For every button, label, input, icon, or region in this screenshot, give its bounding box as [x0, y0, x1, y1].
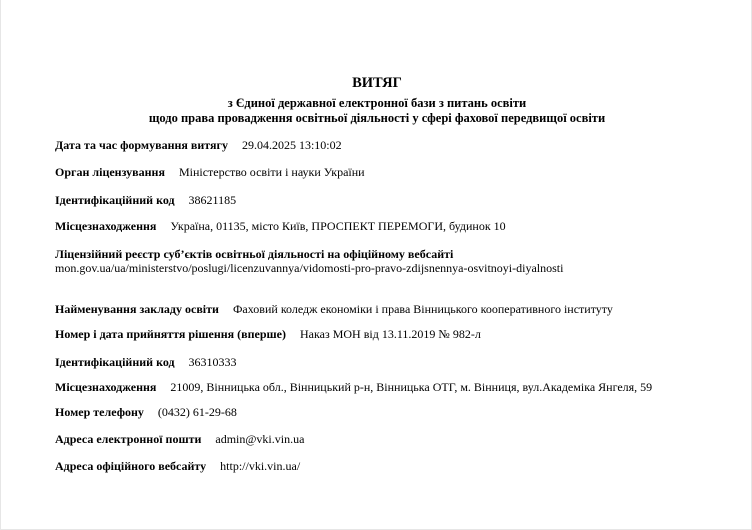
institution-name-row: [55, 302, 613, 316]
institution-location-row: [55, 380, 652, 394]
registry-label: Ліцензійний реєстр суб’єктів освітньої діяльності на офіційному вебсайті: [55, 247, 454, 261]
institution-email-label: Адреса електронної пошти: [55, 432, 202, 446]
institution-phone-label: Номер телефону: [55, 405, 144, 419]
extract-datetime-row: [55, 138, 342, 152]
institution-email-row: [55, 432, 304, 446]
institution-decision-row: [55, 327, 481, 341]
licensing-location-value: Україна, 01135, місто Київ, ПРОСПЕКТ ПЕРЕМОГИ, будинок 10: [170, 219, 506, 233]
institution-name-value: Фаховий коледж економіки і права Вінницького кооперативного інституту: [232, 302, 613, 316]
institution-website-value: http://vki.vin.ua/: [220, 459, 301, 473]
institution-location-label: Місцезнаходження: [55, 380, 157, 394]
licensing-id-label: Ідентифікаційний код: [55, 193, 175, 207]
institution-website-label: Адреса офіційного вебсайту: [55, 459, 207, 473]
licensing-organ-row: [55, 165, 365, 179]
extract-datetime-label: Дата та час формування витягу: [55, 138, 228, 152]
institution-id-value: 36310333: [188, 355, 237, 369]
institution-decision-label: Номер і дата прийняття рішення (вперше): [55, 327, 286, 341]
institution-id-label: Ідентифікаційний код: [55, 355, 175, 369]
licensing-organ-label: Орган ліцензування: [55, 165, 165, 179]
document-title: ВИТЯГ: [352, 75, 402, 91]
institution-name-label: Найменування закладу освіти: [55, 302, 219, 316]
institution-decision-value: Наказ МОН від 13.11.2019 № 982-л: [300, 327, 481, 341]
institution-website-row: [55, 459, 300, 473]
institution-location-value: 21009, Вінницька обл., Вінницький р-н, Вінницька ОТГ, м. Вінниця, вул.Академіка Янгеля, 59: [170, 380, 653, 394]
document-subtitle-line1: з Єдиної державної електронної бази з питань освіти: [227, 96, 527, 110]
licensing-id-value: 38621185: [188, 193, 237, 207]
licensing-location-label: Місцезнаходження: [55, 219, 157, 233]
institution-phone-value: (0432) 61-29-68: [157, 405, 237, 419]
institution-id-row: [55, 355, 237, 369]
document-subtitle-line2: щодо права провадження освітньої діяльності у сфері фахової передвищої освіти: [148, 111, 606, 125]
licensing-id-row: [55, 193, 236, 207]
extract-datetime-value: 29.04.2025 13:10:02: [241, 138, 342, 152]
institution-phone-row: [55, 405, 237, 419]
licensing-organ-value: Міністерство освіти і науки України: [178, 165, 365, 179]
institution-email-value: admin@vki.vin.ua: [215, 432, 305, 446]
licensing-location-row: [55, 219, 506, 233]
registry-url: mon.gov.ua/ua/ministerstvo/poslugi/licenzuvannya/vidomosti-pro-pravo-zdijsnennya-osvitnoyi-diyalnosti: [55, 261, 564, 275]
